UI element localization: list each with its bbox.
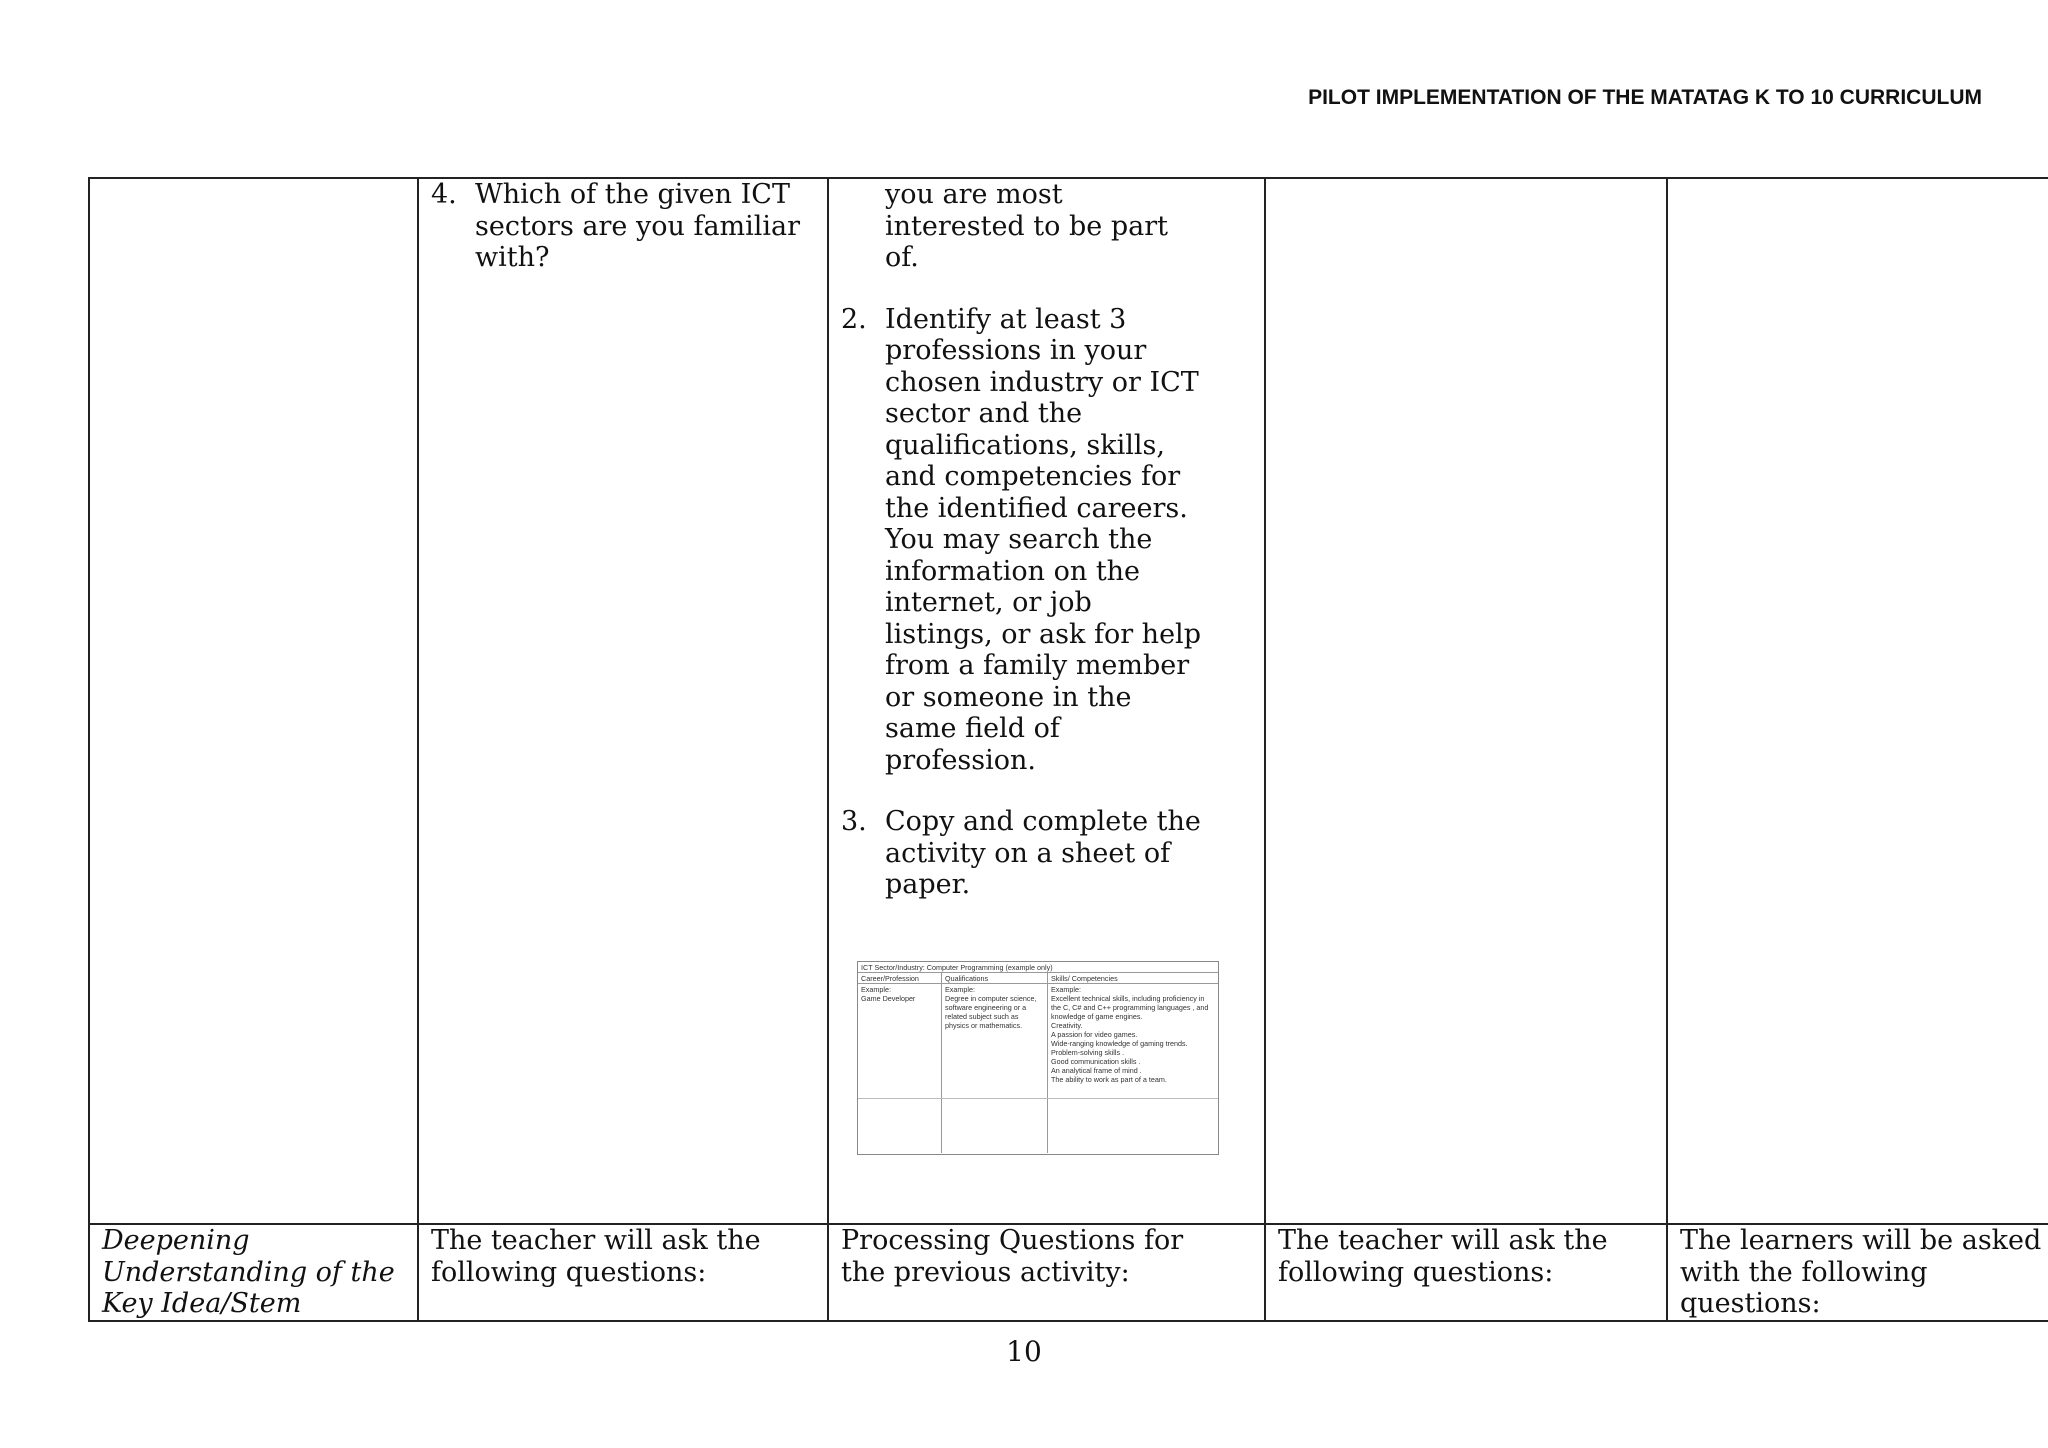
text-line: Identify at least 3 [885,303,1127,335]
figure-empty-row [858,1099,1218,1153]
list-number: 4. [431,179,457,210]
row-label-deepening [89,1224,418,1321]
text-line: The teacher will ask the [1278,1225,1608,1256]
text-line: the previous activity: [841,1256,1130,1288]
figure-text: the C, C# and C++ programming languages , and [1051,1002,1209,1012]
text-line: Copy and complete the [885,806,1201,837]
cell-r1-c3 [828,178,1265,1224]
text-line: Deepening [102,1225,250,1256]
text-line: with? [475,242,550,273]
text-line: questions: [1680,1288,1821,1319]
text-line: qualifications, skills, [885,429,1165,461]
table-row [89,1224,2048,1321]
figure-text: A passion for video games. [1051,1029,1138,1039]
text-line: Key Idea/Stem [102,1288,302,1319]
text-line: and competencies for [885,461,1181,492]
figure-text: The ability to work as part of a team. [1051,1074,1167,1084]
figure-text: Example: [1051,984,1081,994]
cell-r1-c5 [1667,178,2048,1224]
figure-text: related subject such as [945,1011,1019,1021]
text-line: from a family member [885,650,1190,681]
figure-skills-cell [1048,984,1218,1098]
text-line: The learners will be asked [1680,1225,2042,1256]
cell-r2-c5 [1667,1224,2048,1321]
text-line: paper. [885,869,971,900]
figure-text: knowledge of game engines. [1051,1011,1143,1021]
continued-text [841,179,1252,274]
cell-r2-c2 [418,1224,828,1321]
text-line: of. [885,242,919,273]
table-row [89,178,2048,1224]
figure-body-row [858,984,1218,1099]
figure-text: software engineering or a [945,1002,1027,1012]
text-line: the identified careers. [885,492,1188,524]
list-item [841,304,1252,777]
figure-text: Example: [861,984,891,994]
text-line: professions in your [885,335,1147,366]
figure-text: An analytical frame of mind . [1051,1065,1142,1075]
text-line: profession. [885,744,1036,776]
text-line: Understanding of the [102,1256,395,1288]
text-line: interested to be part [885,210,1168,242]
figure-header: Skills/ Competencies [1051,973,1118,983]
document-header: PILOT IMPLEMENTATION OF THE MATATAG K TO 10 CURRICULUM [1308,86,1982,109]
text-line: The teacher will ask the [431,1225,761,1256]
list-number: 3. [841,806,867,837]
text-line: chosen industry or ICT [885,366,1199,398]
list-number: 2. [841,303,867,335]
cell-r2-c4 [1265,1224,1667,1321]
figure-text: Problem-solving skills . [1051,1047,1125,1057]
text-line: activity on a sheet of [885,837,1171,869]
figure-header: Qualifications [942,973,1048,983]
cell-r1-c1 [89,178,418,1224]
figure-text: Degree in computer science, [945,993,1037,1003]
text-line: Which of the given ICT [475,179,790,210]
figure-text: Example: [945,984,975,994]
text-line: sectors are you familiar [475,210,801,242]
text-line: listings, or ask for help [885,618,1201,650]
cell-r2-c3 [828,1224,1265,1321]
list-item [431,179,815,274]
text-line: internet, or job [885,587,1092,618]
text-line: You may search the [885,524,1153,555]
figure-qualifications-cell [942,984,1048,1098]
lesson-plan-table [88,177,2048,1322]
text-line: with the following [1680,1256,1928,1288]
figure-text: Game Developer [861,993,916,1003]
figure-career-cell [858,984,942,1098]
figure-text: Creativity. [1051,1020,1083,1030]
figure-title: ICT Sector/Industry: Computer Programming (example only) [858,962,1218,973]
cell-r1-c2 [418,178,828,1224]
text-line: Processing Questions for [841,1225,1184,1256]
figure-text: Excellent technical skills, including proficiency in [1051,993,1205,1003]
example-activity-figure [857,961,1219,1155]
list-item [841,806,1252,901]
text-line: following questions: [1278,1256,1554,1288]
text-line: information on the [885,555,1141,587]
figure-header-row [858,973,1218,984]
figure-text: physics or mathematics. [945,1020,1023,1030]
page-number: 10 [1006,1335,1042,1368]
text-line: sector and the [885,398,1083,429]
figure-text: Good communication skills . [1051,1056,1141,1066]
figure-text: Wide-ranging knowledge of gaming trends. [1051,1038,1188,1048]
figure-header: Career/Profession [858,973,942,983]
cell-r1-c4 [1265,178,1667,1224]
text-line: or someone in the [885,681,1132,713]
text-line: you are most [885,179,1063,210]
text-line: following questions: [431,1256,707,1288]
text-line: same field of [885,713,1060,744]
